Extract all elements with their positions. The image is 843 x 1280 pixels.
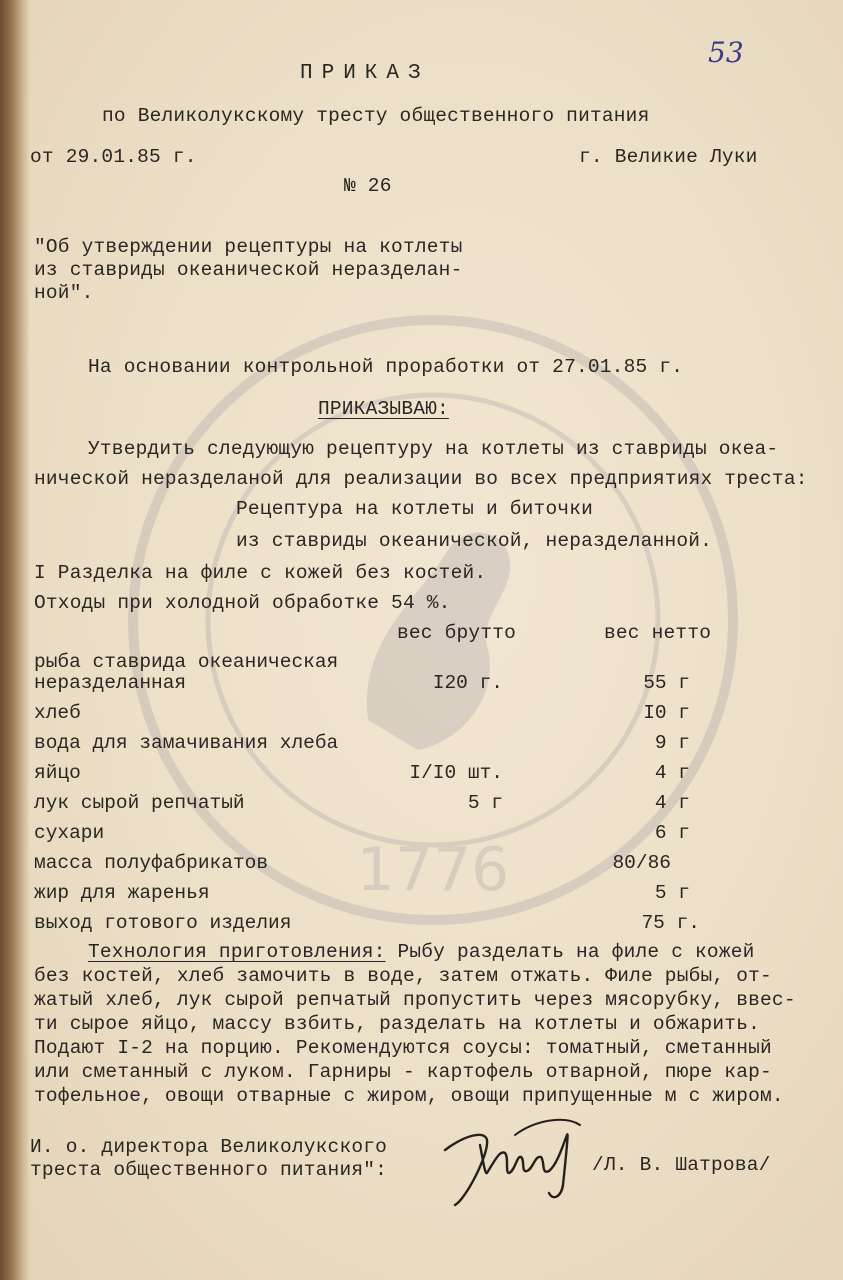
weight-netto: 80/86 — [612, 852, 671, 874]
technology-line: ти сырое яйцо, массу взбить, разделать на котлеты и обжарить. — [34, 1013, 761, 1035]
ingredient-name: лук сырой репчатый — [34, 792, 245, 814]
document-place: г. Великие Луки — [579, 146, 758, 168]
binding-edge — [0, 0, 30, 1280]
waste-line: Отходы при холодной обработке 54 %. — [34, 592, 451, 614]
table-row — [0, 701, 843, 725]
technology-line: или сметанный с луком. Гарниры - картофель отварной, пюре кар- — [34, 1061, 772, 1083]
ingredient-name: выход готового изделия — [34, 912, 292, 934]
technology-line: жатый хлеб, лук сырой репчатый пропустить через мясорубку, ввес- — [34, 989, 796, 1011]
table-row — [0, 881, 843, 905]
position-line: И. о. директора Великолукского — [30, 1136, 388, 1158]
subject-line: "Об утверждении рецептуры на котлеты — [34, 236, 463, 258]
header-brutto: вес брутто — [397, 622, 517, 644]
technology-line: Подают I-2 на порцию. Рекомендуются соусы: томатный, сметанный — [34, 1037, 772, 1059]
page-number: 53 — [708, 36, 744, 69]
weight-brutto: I20 г. — [432, 672, 503, 694]
weight-netto: 4 г — [654, 762, 690, 784]
command-heading: ПРИКАЗЫВАЮ: — [318, 398, 449, 420]
technology-label: Технология приготовления: — [88, 941, 386, 963]
ingredient-name: рыба ставрида океаническая — [34, 651, 339, 673]
ingredient-name: неразделанная — [34, 672, 187, 694]
technology-first-text: Рыбу разделать на филе с кожей — [385, 941, 755, 963]
subject-line: ной". — [34, 282, 94, 304]
table-row — [0, 671, 843, 695]
basis-line: На основании контрольной проработки от 27.01.85 г. — [88, 356, 684, 378]
ingredient-name: яйцо — [34, 762, 81, 784]
technology-line: тофельное, овощи отварные с жиром, овощи припущенные м с жиром. — [34, 1085, 784, 1107]
table-row — [0, 731, 843, 755]
weight-brutto: I/I0 шт. — [409, 762, 503, 784]
approve-line: Утвердить следующую рецептуру на котлеты из ставриды океа- — [88, 438, 779, 460]
technology-line: без костей, хлеб замочить в воде, затем отжать. Филе рыбы, от- — [34, 965, 772, 987]
table-row — [0, 821, 843, 845]
weight-netto: 75 г. — [641, 912, 700, 934]
stamp-year: 1776 — [356, 835, 510, 905]
header-netto: вес нетто — [604, 622, 712, 644]
document-subtitle: по Великолукскому тресту общественного питания — [102, 105, 650, 127]
order-number: № 26 — [344, 175, 392, 197]
ingredient-name: вода для замачивания хлеба — [34, 732, 339, 754]
weight-brutto: 5 г — [467, 792, 503, 814]
position-line: треста общественного питания": — [30, 1159, 388, 1181]
weight-netto: 5 г — [654, 882, 690, 904]
ingredient-name: хлеб — [34, 702, 81, 724]
weight-netto: 6 г — [654, 822, 690, 844]
handwritten-signature — [425, 1105, 595, 1215]
cutting-line: I Разделка на филе с кожей без костей. — [34, 562, 487, 584]
document-title: ПРИКАЗ — [300, 62, 430, 85]
subject-line: из ставриды океанической неразделан- — [34, 259, 463, 281]
weight-netto: 9 г — [654, 732, 690, 754]
weight-netto: 55 г — [643, 672, 690, 694]
weight-netto: 4 г — [654, 792, 690, 814]
table-row — [0, 851, 843, 875]
recipe-title-line: из ставриды океанической, неразделанной. — [236, 530, 713, 552]
table-row — [0, 761, 843, 785]
recipe-title-line: Рецептура на котлеты и биточки — [236, 498, 594, 520]
table-row — [0, 911, 843, 935]
weight-netto: I0 г — [643, 702, 690, 724]
ingredient-name: масса полуфабрикатов — [34, 852, 269, 874]
document-date: от 29.01.85 г. — [30, 146, 197, 168]
ingredient-name: сухари — [34, 822, 105, 844]
technology-first-line — [88, 940, 755, 964]
table-row — [0, 791, 843, 815]
approve-line: нической неразделаной для реализации во всех предприятиях треста: — [34, 468, 808, 490]
ingredient-name: жир для жаренья — [34, 882, 210, 904]
signer-name: /Л. В. Шатрова/ — [592, 1154, 771, 1176]
